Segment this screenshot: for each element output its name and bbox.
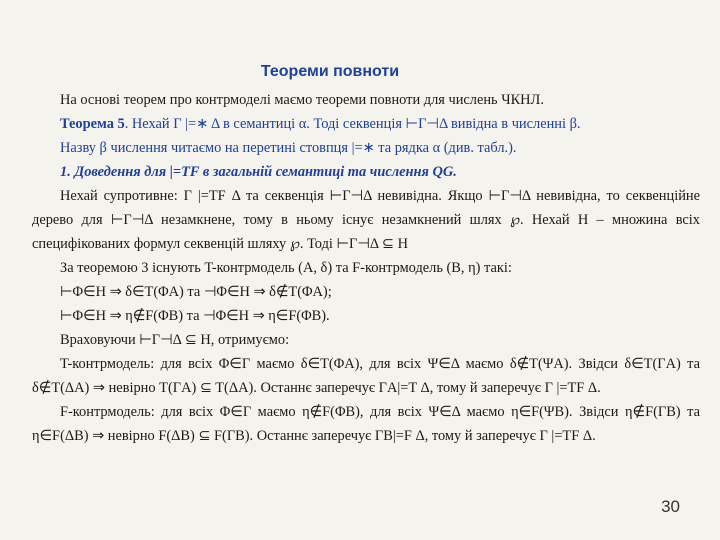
theorem-statement (32, 112, 700, 136)
proof-paragraph-2: За теоремою 3 існують T-контрмодель (A, δ) та F-контрмодель (B, η) такі: (60, 260, 512, 276)
page-number: 30 (661, 497, 680, 516)
proof-paragraph-4: T-контрмодель: для всіх Φ∈Γ маємо δ∈T(ΦA), для всіх Ψ∈Δ маємо δ∉T(ΨA). Звідси δ∈T(ΓA) та δ∉T(ΔA) ⇒ невірно T(ΓA) ⊆ T(ΔA). Останнє заперечує ΓA|=T Δ, тому й заперечує Γ |=TF Δ. (32, 356, 700, 396)
slide-body (32, 88, 700, 448)
theorem-label: Теорема 5 (60, 116, 125, 132)
proof-line-b: ⊢Φ∈H ⇒ η∉F(ΦB) та ⊣Φ∈H ⇒ η∈F(ΦB). (60, 308, 330, 324)
proof-line-a: ⊢Φ∈H ⇒ δ∈T(ΦA) та ⊣Φ∈H ⇒ δ∉T(ΦA); (60, 284, 332, 300)
proof-paragraph-3: Враховуючи ⊢Γ⊣Δ ⊆ H, отримуємо: (60, 332, 290, 348)
slide-title: Теореми повноти (260, 63, 400, 80)
theorem-text: . Нехай Γ |=∗ Δ в семантиці α. Тоді секвенція ⊢Γ⊣Δ вивідна в численні β. (124, 116, 581, 132)
proof-paragraph-5: F-контрмодель: для всіх Φ∈Γ маємо η∉F(ΦB), для всіх Ψ∈Δ маємо η∈F(ΨB). Звідси η∉F(ΓB) та η∈F(ΔB) ⇒ невірно F(ΔB) ⊆ F(ΓB). Останнє заперечує ΓB|=F Δ, тому й заперечує Γ |=TF Δ. (32, 404, 700, 444)
proof-paragraph-1: Нехай супротивне: Γ |=TF Δ та секвенція ⊢Γ⊣Δ невивідна. Якщо ⊢Γ⊣Δ невивідна, то секвенційне дерево для ⊢Γ⊣Δ незамкнене, тому в ньому існує незамкнений шлях ℘. Нехай H – множина всіх специфікованих формул секвенцій шляху ℘. Тоді ⊢Γ⊣Δ ⊆ H (32, 188, 700, 252)
naming-paragraph: Назву β числення читаємо на перетині стовпця |=∗ та рядка α (див. табл.). (60, 140, 517, 156)
proof-heading: 1. Доведення для |=TF в загальній семантиці та числення QG. (60, 164, 457, 180)
intro-paragraph: На основі теорем про контрмоделі маємо теореми повноти для числень ЧКНЛ. (60, 92, 544, 108)
